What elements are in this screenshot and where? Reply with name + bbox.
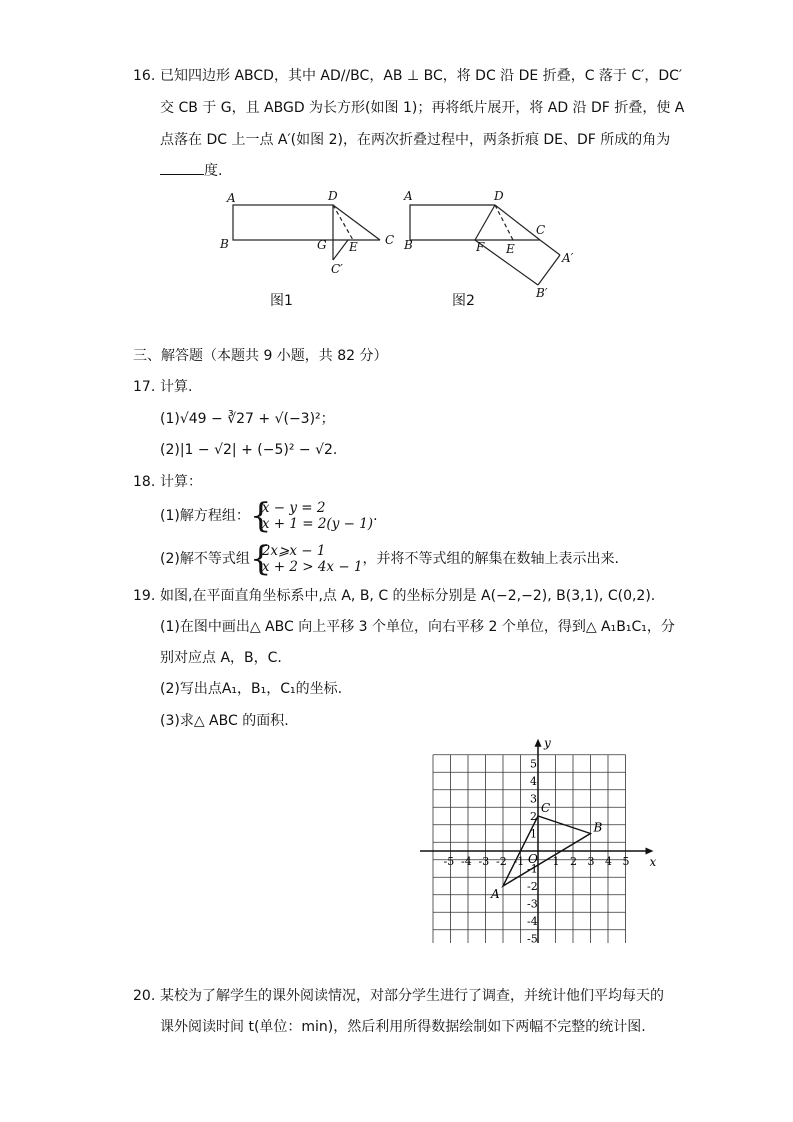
y-tick-label: 1	[530, 827, 537, 841]
x-tick-label: -5	[443, 855, 455, 868]
q16-line2: 交 CB 于 G，且 ABGD 为长方形(如图 1)；再将纸片展开，将 AD 沿 DF 折叠，使 A	[160, 100, 685, 116]
q19-line2: (1)在图中画出△ ABC 向上平移 3 个单位，向右平移 2 个单位，得到△ A₁B₁C₁，分	[160, 619, 675, 635]
equation-1: x − y = 2	[261, 500, 326, 516]
y-tick-label: -3	[527, 897, 538, 911]
figure-2	[400, 185, 590, 300]
fig2-label-b-prime: B′	[536, 286, 548, 300]
fig2-label-f: F	[476, 240, 485, 254]
fig2-label-e: E	[506, 242, 515, 256]
inequality-1: 2x⩾x − 1	[261, 543, 326, 559]
segment-d-a-b-f	[410, 205, 495, 240]
q17-intro: 计算.	[160, 379, 193, 395]
x-tick-label: 1	[552, 855, 560, 868]
equation-2: x + 1 = 2(y − 1)	[261, 516, 374, 532]
figure-1	[215, 185, 405, 275]
x-tick-label: 3	[587, 855, 595, 868]
fig2-label-c: C	[536, 223, 546, 237]
inequality-system: { 2x⩾x − 1 x + 2 > 4x − 1	[249, 539, 363, 579]
fig2-caption: 图2	[452, 293, 475, 309]
q18-number: 18.	[133, 474, 156, 490]
segment-ca1	[540, 240, 560, 255]
q18-part1-end: .	[373, 508, 378, 524]
x-tick-label: 5	[622, 855, 630, 868]
fig2-label-a-prime: A′	[562, 251, 574, 265]
y-tick-label: -2	[527, 880, 538, 893]
fig1-label-e: E	[349, 240, 358, 254]
fig1-label-c: C	[385, 233, 395, 247]
q20-line2: 课外阅读时间 t(单位：min)，然后利用所得数据绘制如下两幅不完整的统计图.	[160, 1019, 646, 1035]
y-tick-label: 2	[530, 810, 537, 823]
fig1-label-g: G	[317, 238, 327, 252]
q16-suffix: 度.	[204, 163, 223, 179]
x-tick-label: -3	[478, 855, 490, 868]
y-tick-label: 3	[530, 792, 537, 806]
y-tick-label: -1	[527, 862, 538, 876]
crease-de	[333, 205, 353, 240]
q19-line4: (2)写出点A₁，B₁，C₁的坐标.	[160, 681, 343, 697]
x-tick-label: -1	[513, 855, 525, 868]
y-tick-label: -5	[527, 932, 538, 943]
crease-de	[495, 205, 513, 240]
q16-number: 16.	[133, 68, 156, 84]
origin-label: O	[528, 852, 538, 866]
point-c-label: C	[541, 801, 551, 815]
section-title: 三、解答题（本题共 9 小题，共 82 分）	[133, 348, 388, 364]
q16-line1: 已知四边形 ABCD，其中 AD//BC，AB ⊥ BC，将 DC 沿 DE 折叠，C 落于 C′，DC′	[160, 68, 683, 84]
y-axis-label: y	[544, 735, 551, 750]
y-axis-arrow	[535, 739, 542, 747]
q19-line1: 如图,在平面直角坐标系中,点 A, B, C 的坐标分别是 A(−2,−2), B(3,1), C(0,2).	[160, 588, 656, 604]
segment-a1b1	[538, 255, 560, 285]
answer-blank	[160, 160, 204, 175]
segment-dc	[495, 205, 540, 240]
fig1-label-b: B	[220, 237, 229, 251]
q17-number: 17.	[133, 379, 156, 395]
y-tick-label: 5	[530, 757, 537, 771]
q16-line3: 点落在 DC 上一点 A′(如图 2)，在两次折叠过程中，两条折痕 DE、DF 所成的角为	[160, 132, 671, 148]
fig1-label-d: D	[328, 189, 338, 203]
fig1-label-a: A	[227, 191, 236, 205]
coordinate-grid	[420, 733, 665, 943]
crease-df	[475, 205, 495, 240]
rect-abgd	[233, 205, 333, 240]
q19-line3: 别对应点 A，B，C.	[160, 650, 282, 666]
x-tick-label: 2	[570, 855, 577, 868]
y-tick-label: -4	[527, 915, 538, 928]
fig2-label-d: D	[494, 189, 504, 203]
fig2-label-b: B	[404, 238, 413, 252]
q20-number: 20.	[133, 988, 156, 1004]
q18-part1-label: (1)解方程组：	[160, 508, 250, 524]
x-tick-label: -4	[461, 855, 472, 868]
fig1-label-c-prime: C′	[331, 262, 343, 275]
q19-line5: (3)求△ ABC 的面积.	[160, 713, 289, 729]
q17-part2: (2)|1 − √2| + (−5)² − √2.	[160, 442, 338, 458]
q18-intro: 计算：	[160, 474, 202, 490]
segment-c1e	[333, 240, 348, 260]
q16-line4	[160, 160, 222, 181]
x-axis-arrow	[646, 848, 654, 855]
q18-part2-label: (2)解不等式组	[160, 551, 250, 567]
y-tick-label: 4	[530, 775, 537, 788]
q18-part2-end: ，并将不等式组的解集在数轴上表示出来.	[362, 551, 619, 567]
inequality-2: x + 2 > 4x − 1	[261, 559, 363, 575]
equation-system: { x − y = 2 x + 1 = 2(y − 1)	[249, 496, 374, 536]
x-tick-label: 4	[605, 855, 612, 868]
q20-line1: 某校为了解学生的课外阅读情况，对部分学生进行了调查，并统计他们平均每天的	[160, 988, 664, 1004]
x-axis-label: x	[649, 855, 657, 869]
q18-part1	[160, 496, 378, 536]
q18-part2	[160, 539, 619, 579]
q17-part1: (1)√49 − ∛27 + √(−3)²；	[160, 411, 335, 427]
segment-dc	[333, 205, 380, 240]
x-tick-label: -2	[496, 855, 507, 868]
fig1-caption: 图1	[270, 293, 293, 309]
point-a-label: A	[491, 887, 500, 901]
q19-number: 19.	[133, 588, 156, 604]
fig2-label-a: A	[404, 189, 413, 203]
point-b-label: B	[593, 820, 603, 835]
